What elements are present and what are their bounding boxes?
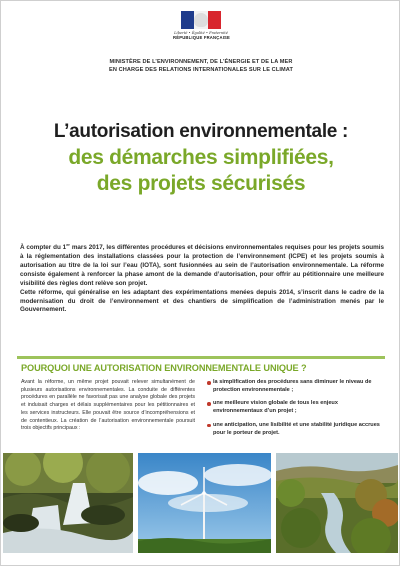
waterfall-photo [3,453,133,553]
motto: Liberté • Égalité • Fraternité [174,31,228,35]
title-line-3: des projets sécurisés [96,172,306,195]
intro-date-prefix: À compter du 1 [20,244,67,252]
section-divider [17,356,385,359]
list-item: une meilleure vision globale de tous les enjeux environnementaux d’un projet ; [207,400,385,415]
republique-francaise-logo [173,11,229,51]
section-body: Avant la réforme, un même projet pouvait relever simultanément de plusieurs autorisations environnementales. La conduite de différentes procédures en parallèle ne favorisait pas une analyse globale des projets et induisait charges et délais supplémentaires pour les pétitionnaires et les services instructeurs. Elle pouvait être source d’incompréhensions et de contentieux. La création de l’autorisation environnementale poursuit trois objectifs principaux : [21,379,195,432]
french-flag-icon [181,11,221,29]
intro-date-sup: er [66,242,70,247]
ministry-name [1,58,400,74]
wind-turbine-photo [138,453,271,553]
republic-label: RÉPUBLIQUE FRANÇAISE [173,35,231,40]
intro-paragraph-1 [20,241,384,289]
intro-paragraph-2: Cette réforme, qui généralise en les adaptant des expérimentations menées depuis 2014, s’inscrit dans le cadre de la modernisation du droit de l’environnement et des chantiers de simplification de l’administration menés par le Gouvernement. [20,288,384,314]
objectives-list [207,379,385,443]
title-line-2: des démarches simplifiées, [68,146,334,169]
list-item: une anticipation, une lisibilité et une stabilité juridique accrues pour le porteur de projet. [207,422,385,437]
river-valley-photo [276,453,398,553]
intro-paragraph-1-text: mars 2017, les différentes procédures et décisions environnementales requises pour les projets soumis à la réglementation des installations classées pour la protection de l’environnement (ICPE) et les projets soumis à autorisation au titre de la loi sur l’eau (IOTA), sont fusionnées au sein de l’autorisation environnementale. La réforme consiste également à renforcer la phase amont de la demande d’autorisation, pour offrir au pétitionnaire une meilleure visibilité des règles dont relève son projet. [20,244,384,287]
page-title [1,119,400,197]
list-item: la simplification des procédures sans diminuer le niveau de protection environnementale ; [207,379,385,394]
ministry-line-1: MINISTÈRE DE L’ENVIRONNEMENT, DE L’ÉNERGIE ET DE LA MER [109,59,293,65]
section-title: POURQUOI UNE AUTORISATION ENVIRONNEMENTALE UNIQUE ? [21,363,307,373]
marianne-icon [194,13,208,27]
title-line-1: L’autorisation environnementale : [53,121,349,142]
ministry-line-2: EN CHARGE DES RELATIONS INTERNATIONALES SUR LE CLIMAT [109,67,293,73]
intro-text [20,241,384,315]
